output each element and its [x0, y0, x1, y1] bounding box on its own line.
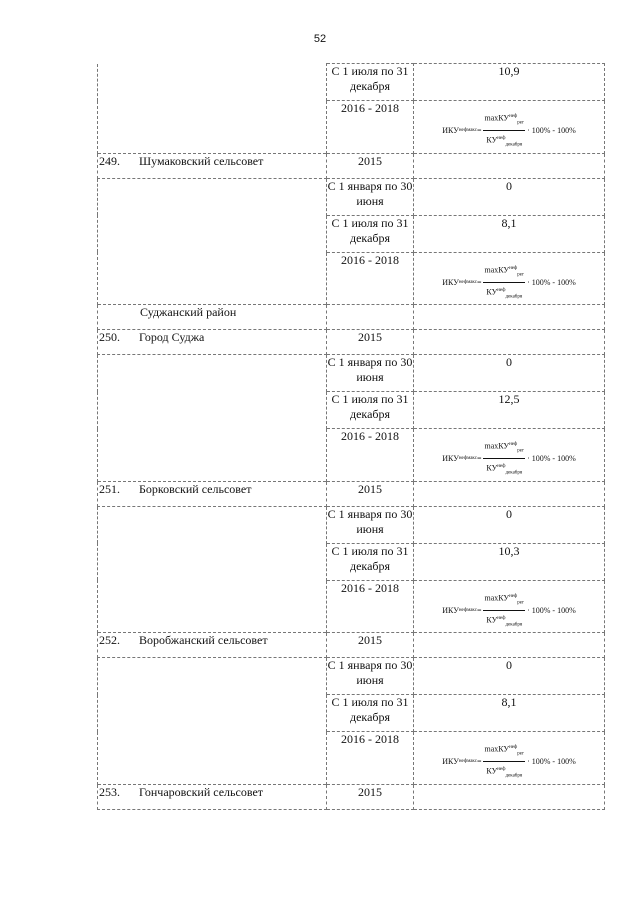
formula-denominator: $КУ^{неф}_{декабря}$	[486, 463, 523, 476]
table-row	[98, 784, 605, 809]
table-row	[98, 633, 605, 658]
row-number: 251.	[99, 481, 120, 496]
name-cell	[98, 633, 327, 658]
tariff-table	[97, 63, 605, 810]
district-name: Суджанский район	[140, 305, 237, 319]
table-row	[98, 506, 605, 543]
period-label: 2016 - 2018	[341, 252, 399, 267]
formula-lhs-sub: макс	[467, 607, 477, 613]
table-row	[98, 252, 605, 305]
table-row	[98, 392, 605, 429]
value-cell	[414, 101, 605, 154]
table-row	[98, 178, 605, 215]
formula	[442, 109, 575, 153]
formula-denominator: $КУ^{неф}_{декабря}$	[486, 287, 523, 299]
percent-value: 8,1	[501, 215, 517, 230]
formula-lhs-sub: макс	[467, 759, 477, 765]
percent-value: 0	[506, 506, 512, 521]
percent-value: 0	[506, 658, 512, 672]
table-row	[98, 153, 605, 178]
period-cell	[327, 64, 414, 101]
formula-den-sub: декабря	[505, 622, 523, 627]
formula	[442, 261, 575, 305]
period-cell	[327, 695, 414, 732]
period-label: 2015	[358, 330, 382, 344]
value-cell	[414, 633, 605, 658]
period-label: С 1 июля по 31 декабря	[331, 215, 409, 245]
formula-lhs: ИКУ	[442, 605, 459, 615]
formula-lhs-sup: неф	[458, 279, 468, 285]
percent-value: 0	[506, 355, 512, 369]
municipality-name: Борковский сельсовет	[139, 481, 252, 496]
value-cell	[414, 392, 605, 429]
period-cell	[327, 506, 414, 543]
formula-fraction	[483, 261, 525, 305]
name-cell	[98, 658, 327, 695]
formula-denominator: $КУ^{неф}_{декабря}$	[486, 766, 523, 779]
percent-value: 10,9	[498, 64, 520, 78]
municipality-name: Город Суджа	[139, 330, 205, 344]
value-cell	[414, 355, 605, 392]
table-row	[98, 695, 605, 732]
value-cell	[414, 64, 605, 101]
row-number: 250.	[99, 330, 120, 344]
municipality-name: Воробжанский сельсовет	[139, 633, 268, 647]
value-cell	[414, 580, 605, 633]
period-cell	[327, 305, 414, 330]
period-cell	[327, 429, 414, 482]
formula-lhs-sub: макс	[467, 128, 477, 134]
formula-eq: =	[476, 605, 482, 615]
name-cell	[98, 543, 327, 580]
table-row	[98, 215, 605, 252]
municipality-name: Шумаковский сельсовет	[139, 153, 264, 168]
formula-lhs: ИКУ	[442, 277, 459, 287]
period-label: 2015	[358, 633, 382, 647]
formula-denominator: $КУ^{неф}_{декабря}$	[486, 615, 523, 627]
table-row	[98, 355, 605, 392]
period-cell	[327, 633, 414, 658]
value-cell	[414, 153, 605, 178]
formula-tail: · 100% - 100%	[527, 126, 576, 136]
formula-den-sup: неф	[497, 464, 506, 470]
table-row	[98, 64, 605, 101]
formula-lhs-sub: макс	[467, 279, 477, 285]
formula-denominator: $КУ^{неф}_{декабря}$	[486, 135, 523, 148]
row-number: 253.	[99, 784, 120, 799]
formula-den-sub: декабря	[505, 773, 523, 779]
formula-den-sup: неф	[497, 615, 506, 621]
formula-num-sub: рег	[517, 271, 525, 277]
table-row	[98, 580, 605, 633]
formula-lhs: ИКУ	[442, 757, 459, 767]
formula-num-sub: рег	[517, 599, 525, 605]
period-cell	[327, 355, 414, 392]
percent-value: 10,3	[498, 543, 520, 558]
value-cell	[414, 305, 605, 330]
formula-lhs-sup: неф	[458, 607, 468, 613]
period-label: С 1 июля по 31 декабря	[331, 695, 409, 724]
value-cell	[414, 732, 605, 785]
period-cell	[327, 153, 414, 178]
formula-num-sup: неф	[509, 745, 518, 750]
table-row	[98, 305, 605, 330]
period-cell	[327, 215, 414, 252]
name-cell	[98, 784, 327, 809]
period-label: 2015	[358, 153, 382, 168]
name-cell	[98, 355, 327, 392]
formula-den-sub: декабря	[505, 470, 523, 476]
period-label: 2016 - 2018	[341, 732, 399, 746]
value-cell	[414, 784, 605, 809]
formula-den-sup: неф	[497, 767, 506, 773]
formula-num-sup: неф	[509, 114, 518, 119]
percent-value: 8,1	[501, 695, 517, 709]
value-cell	[414, 506, 605, 543]
percent-value: 0	[506, 178, 512, 193]
formula-eq: =	[476, 454, 482, 464]
value-cell	[414, 543, 605, 580]
period-label: С 1 июля по 31 декабря	[331, 392, 409, 421]
municipality-name: Гончаровский сельсовет	[139, 784, 264, 799]
formula-eq: =	[476, 126, 482, 136]
value-cell	[414, 252, 605, 305]
formula-numerator: maxКУ$^{неф}_{рег}$	[483, 740, 525, 762]
name-cell	[98, 252, 327, 305]
value-cell	[414, 330, 605, 355]
period-label: С 1 июля по 31 декабря	[331, 543, 409, 573]
formula-tail: · 100% - 100%	[527, 605, 576, 615]
period-cell	[327, 784, 414, 809]
formula-num-sub: рег	[517, 751, 525, 757]
period-label: 2016 - 2018	[341, 429, 399, 443]
row-number: 249.	[99, 153, 120, 168]
value-cell	[414, 695, 605, 732]
formula-num-sub: рег	[517, 120, 525, 126]
value-cell	[414, 429, 605, 482]
name-cell	[98, 695, 327, 732]
period-label: С 1 января по 30 июня	[327, 355, 413, 384]
formula-lhs-sub: макс	[467, 456, 477, 462]
period-cell	[327, 580, 414, 633]
formula-fraction	[483, 109, 525, 153]
formula	[442, 589, 575, 633]
name-cell	[98, 178, 327, 215]
period-label: С 1 января по 30 июня	[327, 178, 413, 208]
period-cell	[327, 178, 414, 215]
value-cell	[414, 481, 605, 506]
formula-lhs: ИКУ	[442, 454, 459, 464]
page-number: 52	[313, 33, 327, 45]
formula-den-sub: декабря	[505, 294, 523, 299]
formula-numerator: maxКУ$^{неф}_{рег}$	[483, 261, 525, 283]
formula-numerator: maxКУ$^{неф}_{рег}$	[483, 589, 525, 611]
formula-tail: · 100% - 100%	[527, 454, 576, 464]
formula-numerator: maxКУ$^{неф}_{рег}$	[483, 437, 525, 459]
period-label: С 1 января по 30 июня	[327, 506, 413, 536]
period-label: 2015	[358, 784, 382, 799]
value-cell	[414, 178, 605, 215]
table-row	[98, 481, 605, 506]
period-cell	[327, 101, 414, 154]
name-cell	[98, 305, 327, 330]
formula-eq: =	[476, 277, 482, 287]
formula	[442, 437, 575, 481]
formula-num-sup: неф	[509, 593, 518, 599]
name-cell	[98, 732, 327, 785]
name-cell	[98, 392, 327, 429]
name-cell	[98, 153, 327, 178]
formula-tail: · 100% - 100%	[527, 757, 576, 767]
percent-value: 12,5	[498, 392, 520, 406]
name-cell	[98, 64, 327, 101]
period-label: 2016 - 2018	[341, 580, 399, 595]
formula-num-sup: неф	[509, 265, 518, 271]
formula-tail: · 100% - 100%	[527, 277, 576, 287]
formula-fraction	[483, 589, 525, 633]
period-label: С 1 января по 30 июня	[327, 658, 413, 687]
period-cell	[327, 543, 414, 580]
table-row	[98, 658, 605, 695]
formula-num-sup: неф	[509, 442, 518, 447]
period-cell	[327, 658, 414, 695]
formula-lhs-sup: неф	[458, 456, 468, 462]
value-cell	[414, 658, 605, 695]
name-cell	[98, 429, 327, 482]
table-row	[98, 732, 605, 785]
name-cell	[98, 580, 327, 633]
formula-fraction	[483, 740, 525, 784]
period-cell	[327, 732, 414, 785]
name-cell	[98, 506, 327, 543]
period-cell	[327, 481, 414, 506]
table-row	[98, 330, 605, 355]
row-number: 252.	[99, 633, 120, 647]
period-cell	[327, 252, 414, 305]
name-cell	[98, 215, 327, 252]
formula-numerator: maxКУ$^{неф}_{рег}$	[483, 109, 525, 131]
formula-num-sub: рег	[517, 448, 525, 454]
period-label: 2015	[358, 481, 382, 496]
value-cell	[414, 215, 605, 252]
name-cell	[98, 481, 327, 506]
formula-lhs-sup: неф	[458, 128, 468, 134]
name-cell	[98, 330, 327, 355]
period-cell	[327, 392, 414, 429]
table-row	[98, 101, 605, 154]
formula-fraction	[483, 437, 525, 481]
period-cell	[327, 330, 414, 355]
formula-den-sub: декабря	[505, 142, 523, 148]
period-label: 2016 - 2018	[341, 101, 399, 115]
table-row	[98, 429, 605, 482]
table-row	[98, 543, 605, 580]
period-label: С 1 июля по 31 декабря	[331, 64, 409, 93]
formula-lhs-sup: неф	[458, 759, 468, 765]
formula-den-sup: неф	[497, 287, 506, 293]
formula	[442, 740, 575, 784]
formula-den-sup: неф	[497, 136, 506, 142]
name-cell	[98, 101, 327, 154]
formula-eq: =	[476, 757, 482, 767]
formula-lhs: ИКУ	[442, 126, 459, 136]
